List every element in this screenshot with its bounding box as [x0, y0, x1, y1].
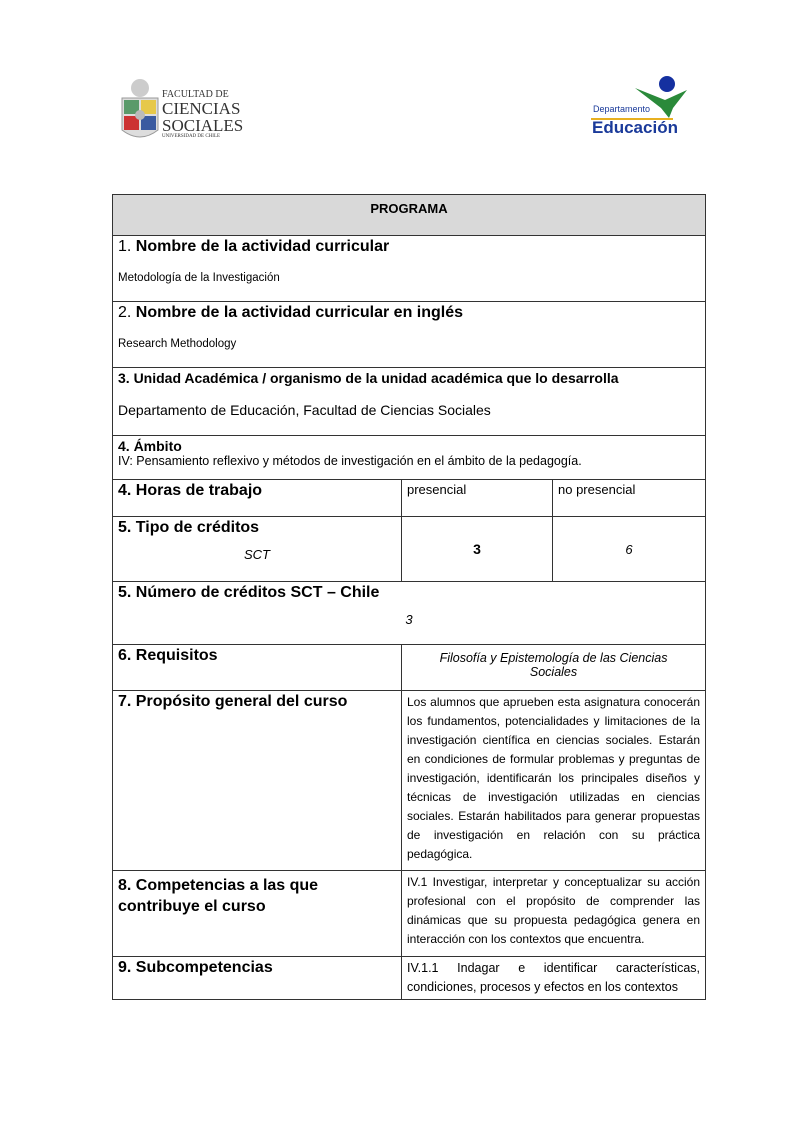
section-2 — [113, 302, 706, 368]
logo-text: FACULTAD DE — [162, 89, 229, 100]
section-1 — [113, 236, 706, 302]
no-presencial-header: no presencial — [553, 480, 706, 517]
section-label: 6. Requisitos — [113, 645, 402, 691]
section-label: 8. Competencias a las que contribuye el curso — [113, 871, 402, 957]
table-title: PROGRAMA — [113, 195, 706, 236]
section-number: 2. — [118, 304, 136, 321]
section-5-tipo — [113, 517, 402, 582]
logo-text: Departamento — [593, 104, 651, 114]
section-3 — [113, 368, 706, 436]
presencial-hours: 3 — [402, 517, 553, 582]
section-value: IV.1 Investigar, interpretar y conceptualizar su acción profesional con el propósito de comprender las dinámicas que su propuesta pedagógica genera en interacción con los contextos que encuentra. — [402, 871, 706, 957]
section-label: Nombre de la actividad curricular — [135, 238, 390, 255]
section-label: 4. Ámbito — [118, 438, 182, 454]
no-presencial-hours: 6 — [553, 517, 706, 582]
section-label: 5. Tipo de créditos — [118, 519, 260, 536]
logo-text: SOCIALES — [162, 116, 244, 135]
section-value: Los alumnos que aprueben esta asignatura conocerán los fundamentos, potencialidades y limitaciones de la investigación científica en ciencias sociales. Estarán en condiciones de formular problemas y preguntas de investigación, identificarán los principales diseños y técnicas de investigación utilizadas en ciencias sociales. Estarán habilitados para generar propuestas de investigación en relación con su práctica pedagógica. — [402, 691, 706, 871]
section-value: Departamento de Educación, Facultad de Ciencias Sociales — [118, 402, 491, 418]
section-number: 1. — [118, 238, 136, 255]
presencial-header: presencial — [402, 480, 553, 517]
departamento-logo — [585, 74, 695, 138]
section-value: Research Methodology — [118, 338, 237, 350]
facultad-logo — [120, 78, 260, 144]
section-value: IV: Pensamiento reflexivo y métodos de investigación en el ámbito de la pedagogía. — [118, 454, 582, 468]
section-value: Filosofía y Epistemología de las Ciencias Sociales — [402, 645, 706, 691]
section-label: 4. Horas de trabajo — [113, 480, 402, 517]
logo-text: UNIVERSIDAD DE CHILE — [162, 134, 221, 139]
credit-type: SCT — [244, 547, 270, 562]
section-5-creditos — [113, 582, 706, 645]
section-label: 5. Número de créditos SCT – Chile — [118, 584, 380, 601]
section-4-ambito — [113, 436, 706, 480]
logo-text: CIENCIAS — [162, 99, 241, 118]
program-table — [112, 194, 706, 1000]
section-value: 3 — [405, 612, 413, 627]
section-label: 3. Unidad Académica / organismo de la unidad académica que lo desarrolla — [118, 370, 619, 386]
section-value: Metodología de la Investigación — [118, 272, 280, 284]
logo-text: Educación — [592, 118, 678, 137]
section-label: 9. Subcompetencias — [113, 957, 402, 1000]
section-value: IV.1.1 Indagar e identificar características, condiciones, procesos y efectos en los contextos — [402, 957, 706, 1000]
section-label: Nombre de la actividad curricular en inglés — [135, 304, 464, 321]
section-label: 7. Propósito general del curso — [113, 691, 402, 871]
